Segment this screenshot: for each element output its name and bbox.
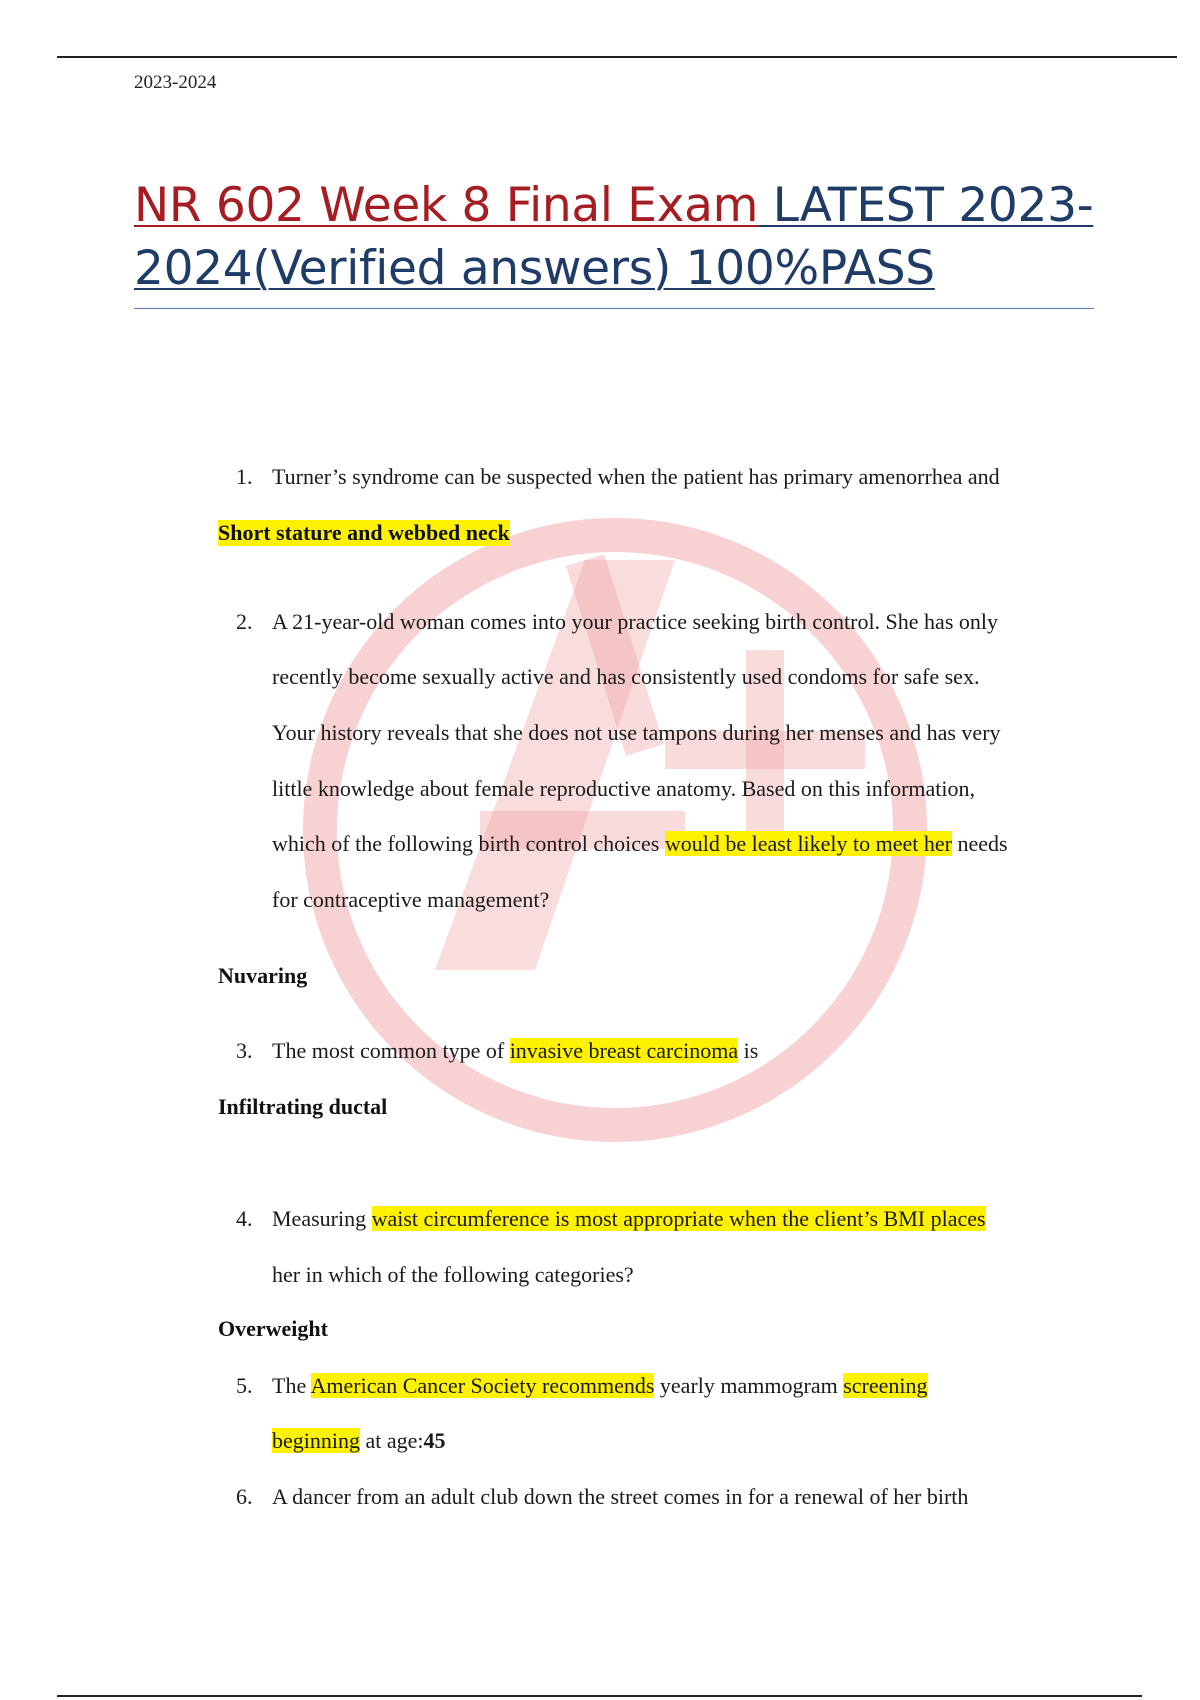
- question-number: 4.: [236, 1206, 253, 1231]
- title-part-2b: 2024(Verified answers) 100%PASS: [134, 241, 935, 296]
- header-year: 2023-2024: [134, 72, 217, 93]
- answer-text: Overweight: [218, 1316, 328, 1341]
- highlighted-phrase: would be least likely to meet her: [664, 831, 952, 856]
- question-text: A 21-year-old woman comes into your practice seeking birth control. She has only: [272, 609, 998, 634]
- question-text: little knowledge about female reproductive anatomy. Based on this information,: [272, 776, 975, 801]
- title-part-1: NR 602 Week 8 Final Exam: [134, 178, 759, 233]
- highlighted-phrase: invasive breast carcinoma: [509, 1038, 739, 1063]
- question-text: beginning at age:45: [272, 1428, 446, 1453]
- question-text: recently become sexually active and has consistently used condoms for safe sex.: [272, 664, 980, 689]
- highlighted-phrase: waist circumference is most appropriate when the client’s BMI places: [371, 1206, 986, 1231]
- question-text: The American Cancer Society recommends yearly mammogram screening: [272, 1373, 928, 1398]
- answer-text: Short stature and webbed neck: [218, 520, 510, 545]
- answer-text: Infiltrating ductal: [218, 1094, 388, 1119]
- question-text: Turner’s syndrome can be suspected when the patient has primary amenorrhea and: [272, 464, 1000, 489]
- question-number: 5.: [236, 1373, 253, 1398]
- highlighted-phrase: beginning: [272, 1428, 360, 1453]
- question-text: A dancer from an adult club down the street comes in for a renewal of her birth: [272, 1484, 969, 1509]
- page-title: [134, 174, 1094, 309]
- question-number: 6.: [236, 1484, 253, 1509]
- answer-text: 45: [423, 1428, 446, 1453]
- question-number: 3.: [236, 1038, 253, 1063]
- question-number: 1.: [236, 464, 253, 489]
- highlighted-phrase: screening: [843, 1373, 928, 1398]
- question-text: Your history reveals that she does not use tampons during her menses and has very: [272, 720, 1001, 745]
- question-text: which of the following birth control choices would be least likely to meet her needs: [272, 831, 1008, 856]
- answer-text: Nuvaring: [218, 963, 308, 988]
- question-text: The most common type of invasive breast carcinoma is: [272, 1038, 759, 1063]
- highlighted-phrase: American Cancer Society recommends: [310, 1373, 655, 1398]
- question-text: for contraceptive management?: [272, 887, 550, 912]
- header-rule: [57, 56, 1177, 58]
- question-text: Measuring waist circumference is most appropriate when the client’s BMI places: [272, 1206, 986, 1231]
- title-part-2a: LATEST 2023-: [758, 178, 1094, 233]
- question-number: 2.: [236, 609, 253, 634]
- question-text: her in which of the following categories?: [272, 1262, 634, 1287]
- footer-rule: [57, 1695, 1142, 1697]
